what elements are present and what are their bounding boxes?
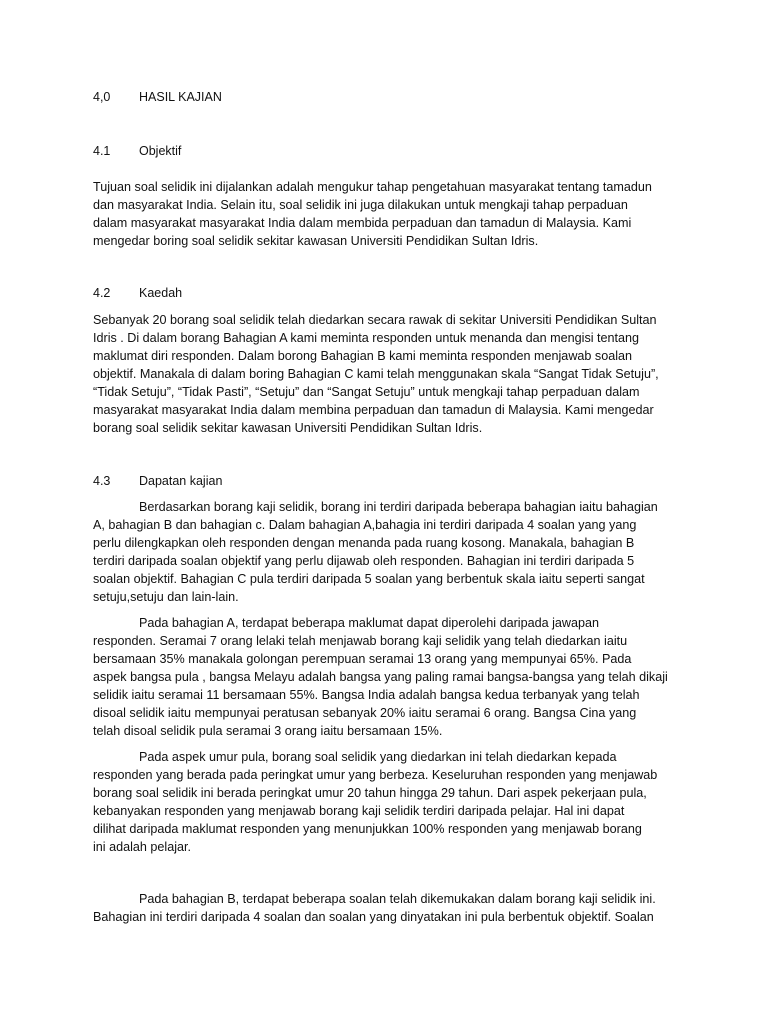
text-line: maklumat diri responden. Dalam borong Bahagian B kami meminta responden menjawab soalan bbox=[93, 349, 633, 363]
text-line: terdiri daripada soalan objektif yang perlu dijawab oleh responden. Bahagian ini terdiri daripada 5 bbox=[93, 554, 635, 568]
text-line: A, bahagian B dan bahagian c. Dalam bahagian A,bahagia ini terdiri daripada 4 soalan yang yang bbox=[93, 518, 637, 532]
text-line: selidik iaitu seramai 11 bersamaan 55%. Bangsa India adalah bangsa kedua terbanyak yang telah bbox=[93, 688, 640, 702]
text-line: dilihat daripada maklumat responden yang menunjukkan 100% responden yang menjawab borang bbox=[93, 822, 642, 836]
text-line: kebanyakan responden yang menjawab borang kaji selidik terdiri daripada pelajar. Hal ini dapat bbox=[93, 804, 625, 818]
section-title: Objektif bbox=[139, 144, 182, 158]
section-heading-kaedah bbox=[93, 285, 182, 301]
section-heading-dapatan-kajian bbox=[93, 473, 222, 489]
text-line: dalam masyarakat masyarakat India dalam membida perpaduan dan tamadun di Malaysia. Kami bbox=[93, 216, 632, 230]
text-line: Tujuan soal selidik ini dijalankan adalah mengukur tahap pengetahuan masyarakat tentang tamadun bbox=[93, 180, 652, 194]
text-line: objektif. Manakala di dalam boring Bahagian C kami telah menggunakan skala “Sangat Tidak Setuju”, bbox=[93, 367, 659, 381]
section-number: 4.1 bbox=[93, 144, 111, 158]
text-line: masyarakat masyarakat India dalam membina perpaduan dan tamadun di Malaysia. Kami mengedar bbox=[93, 403, 654, 417]
text-line: telah disoal selidik pula seramai 3 orang iaitu bersamaan 15%. bbox=[93, 724, 443, 738]
text-line: Pada aspek umur pula, borang soal selidik yang diedarkan ini telah diedarkan kepada bbox=[139, 750, 617, 764]
text-line: borang soal selidik sekitar kawasan Universiti Pendidikan Sultan Idris. bbox=[93, 421, 483, 435]
text-line: setuju,setuju dan lain-lain. bbox=[93, 590, 239, 604]
section-number: 4.3 bbox=[93, 474, 111, 488]
text-line: Idris . Di dalam borang Bahagian A kami meminta responden untuk menanda dan mengisi tentang bbox=[93, 331, 640, 345]
text-line: ini adalah pelajar. bbox=[93, 840, 192, 854]
text-line: “Tidak Setuju”, “Tidak Pasti”, “Setuju” dan “Sangat Setuju” untuk mengkaji tahap perpaduan dalam bbox=[93, 385, 640, 399]
paragraph-dapatan-3 bbox=[93, 748, 679, 856]
text-line: responden yang berada pada peringkat umur yang berbeza. Keseluruhan responden yang menjawab bbox=[93, 768, 658, 782]
text-line: Berdasarkan borang kaji selidik, borang ini terdiri daripada beberapa bahagian iaitu bahagian bbox=[139, 500, 658, 514]
section-heading-objektif bbox=[93, 143, 181, 159]
paragraph-objektif bbox=[93, 178, 679, 250]
text-line: Pada bahagian B, terdapat beberapa soalan telah dikemukakan dalam borang kaji selidik ini. bbox=[139, 892, 656, 906]
text-line: soalan objektif. Bahagian C pula terdiri daripada 5 soalan yang berbentuk skala iaitu seperti sangat bbox=[93, 572, 645, 586]
text-line: responden. Seramai 7 orang lelaki telah menjawab borang kaji selidik yang telah diedarkan iaitu bbox=[93, 634, 628, 648]
paragraph-dapatan-4 bbox=[93, 890, 679, 926]
section-number: 4,0 bbox=[93, 90, 111, 104]
section-title: HASIL KAJIAN bbox=[139, 90, 222, 104]
paragraph-kaedah bbox=[93, 311, 679, 437]
text-line: Sebanyak 20 borang soal selidik telah diedarkan secara rawak di sekitar Universiti Pendidikan Sultan bbox=[93, 313, 657, 327]
paragraph-dapatan-2 bbox=[93, 614, 679, 740]
section-title: Kaedah bbox=[139, 286, 183, 300]
section-title: Dapatan kajian bbox=[139, 474, 223, 488]
text-line: perlu dilengkapkan oleh responden dengan menanda pada ruang kosong. Manakala, bahagian B bbox=[93, 536, 635, 550]
text-line: aspek bangsa pula , bangsa Melayu adalah bangsa yang paling ramai bangsa-bangsa yang telah dikaji bbox=[93, 670, 668, 684]
text-line: borang soal selidik ini berada peringkat umur 20 tahun hingga 29 tahun. Dari aspek pekerjaan pula, bbox=[93, 786, 647, 800]
text-line: disoal selidik iaitu mempunyai peratusan sebanyak 20% iaitu seramai 6 orang. Bangsa Cina yang bbox=[93, 706, 637, 720]
text-line: Bahagian ini terdiri daripada 4 soalan dan soalan yang dinyatakan ini pula berbentuk objektif. Soalan bbox=[93, 910, 654, 924]
text-line: bersamaan 35% manakala golongan perempuan seramai 13 orang yang mempunyai 65%. Pada bbox=[93, 652, 632, 666]
paragraph-dapatan-1 bbox=[93, 498, 679, 606]
text-line: dan masyarakat India. Selain itu, soal selidik ini juga dilakukan untuk mengkaji tahap perpaduan bbox=[93, 198, 628, 212]
section-number: 4.2 bbox=[93, 286, 111, 300]
text-line: Pada bahagian A, terdapat beberapa maklumat dapat diperolehi daripada jawapan bbox=[139, 616, 600, 630]
text-line: mengedar boring soal selidik sekitar kawasan Universiti Pendidikan Sultan Idris. bbox=[93, 234, 539, 248]
section-heading-hasil-kajian bbox=[93, 89, 222, 105]
